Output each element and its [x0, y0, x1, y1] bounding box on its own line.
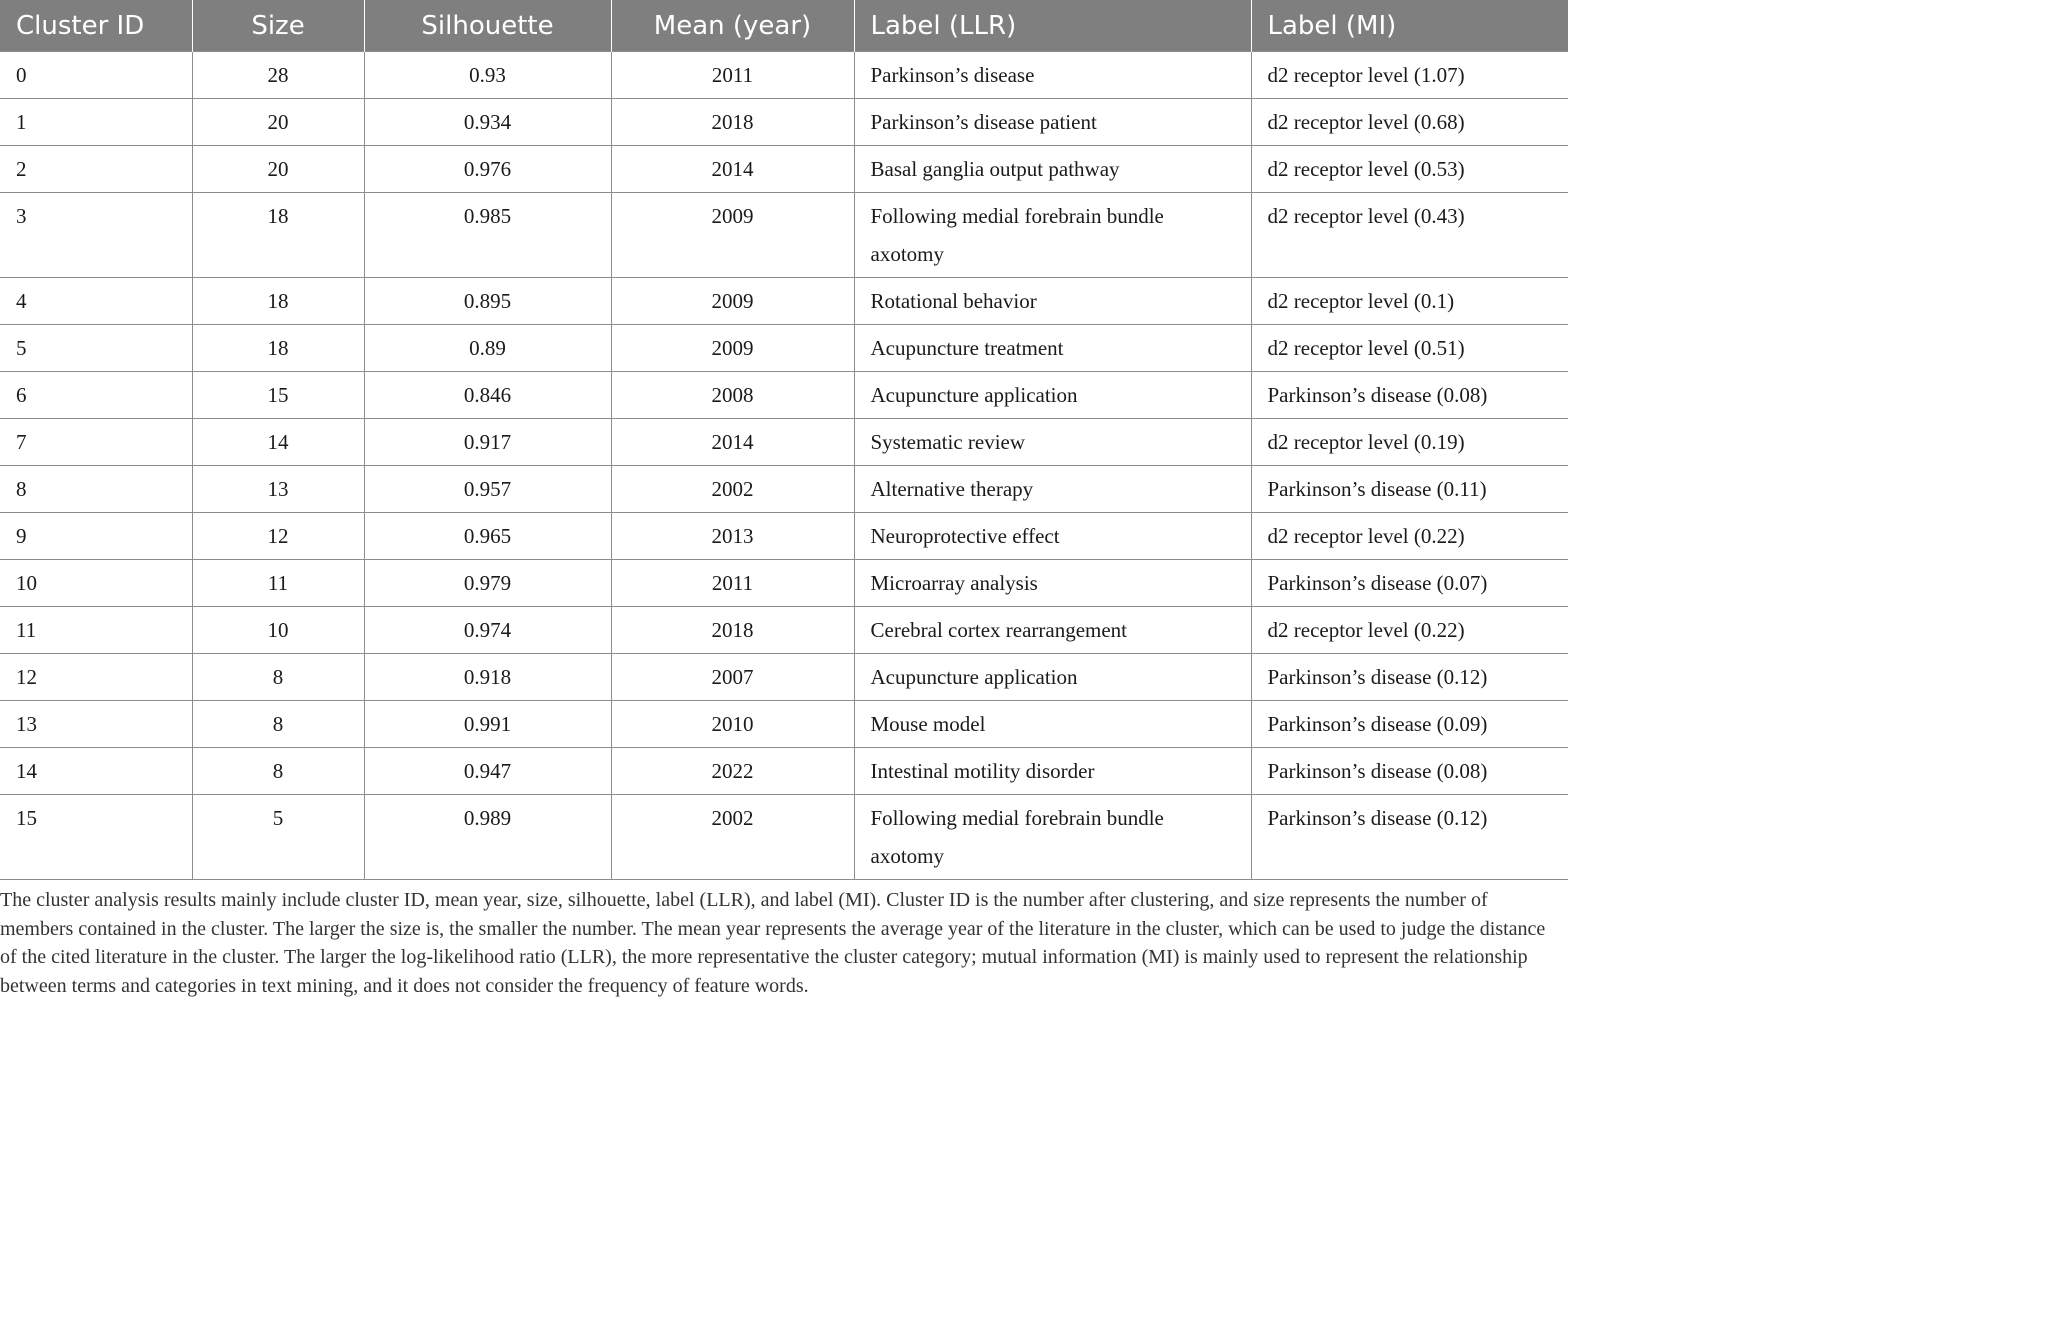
table-row	[0, 607, 1568, 654]
table-row	[0, 146, 1568, 193]
cell-size: 8	[192, 701, 364, 748]
cell-label-mi: d2 receptor level (0.22)	[1251, 607, 1568, 654]
cell-label-llr: Following medial forebrain bundle axotomy	[854, 193, 1251, 278]
table-row	[0, 466, 1568, 513]
cell-silhouette: 0.985	[364, 193, 611, 278]
cell-label-mi: Parkinson’s disease (0.12)	[1251, 795, 1568, 880]
cell-size: 8	[192, 748, 364, 795]
table-row	[0, 701, 1568, 748]
cell-mean-year: 2013	[611, 513, 854, 560]
table-row	[0, 193, 1568, 278]
cell-label-mi: d2 receptor level (0.22)	[1251, 513, 1568, 560]
cell-size: 14	[192, 419, 364, 466]
cell-label-mi: d2 receptor level (0.1)	[1251, 278, 1568, 325]
cell-label-llr: Systematic review	[854, 419, 1251, 466]
cell-mean-year: 2011	[611, 560, 854, 607]
cell-cluster-id: 10	[0, 560, 192, 607]
cell-silhouette: 0.934	[364, 99, 611, 146]
cell-cluster-id: 9	[0, 513, 192, 560]
cell-mean-year: 2014	[611, 419, 854, 466]
cell-silhouette: 0.918	[364, 654, 611, 701]
cell-label-llr: Alternative therapy	[854, 466, 1251, 513]
header-label-mi: Label (MI)	[1251, 0, 1568, 52]
table-row	[0, 654, 1568, 701]
cell-label-mi: Parkinson’s disease (0.12)	[1251, 654, 1568, 701]
cell-size: 13	[192, 466, 364, 513]
cell-label-mi: d2 receptor level (0.43)	[1251, 193, 1568, 278]
cell-label-llr: Cerebral cortex rearrangement	[854, 607, 1251, 654]
cell-silhouette: 0.895	[364, 278, 611, 325]
header-row	[0, 0, 1568, 52]
cell-silhouette: 0.846	[364, 372, 611, 419]
table-row	[0, 560, 1568, 607]
cell-label-llr: Acupuncture application	[854, 654, 1251, 701]
cell-mean-year: 2010	[611, 701, 854, 748]
cell-silhouette: 0.957	[364, 466, 611, 513]
cell-size: 18	[192, 193, 364, 278]
table-footnote: The cluster analysis results mainly include cluster ID, mean year, size, silhouette, label (LLR), and label (MI). Cluster ID is the number after clustering, and size represents the number of members contained in the cluster. The larger the size is, the smaller the number. The mean year represents the average year of the literature in the cluster, which can be used to judge the distance of the cited literature in the cluster. The larger the log-likelihood ratio (LLR), the more representative the cluster category; mutual information (MI) is mainly used to represent the relationship between terms and categories in text mining, and it does not consider the frequency of feature words.	[0, 889, 1546, 997]
cell-label-mi: d2 receptor level (0.68)	[1251, 99, 1568, 146]
cell-silhouette: 0.89	[364, 325, 611, 372]
cell-label-llr: Following medial forebrain bundle axotomy	[854, 795, 1251, 880]
cell-cluster-id: 15	[0, 795, 192, 880]
cell-label-mi: Parkinson’s disease (0.09)	[1251, 701, 1568, 748]
table-row	[0, 372, 1568, 419]
cell-mean-year: 2007	[611, 654, 854, 701]
table-row	[0, 419, 1568, 466]
cell-size: 5	[192, 795, 364, 880]
cell-label-mi: d2 receptor level (0.53)	[1251, 146, 1568, 193]
table-header	[0, 0, 1568, 52]
table-row	[0, 795, 1568, 880]
cell-label-mi: Parkinson’s disease (0.08)	[1251, 372, 1568, 419]
cell-label-llr: Rotational behavior	[854, 278, 1251, 325]
header-mean-year: Mean (year)	[611, 0, 854, 52]
table-row	[0, 99, 1568, 146]
cell-label-mi: d2 receptor level (0.51)	[1251, 325, 1568, 372]
cell-silhouette: 0.947	[364, 748, 611, 795]
cell-cluster-id: 1	[0, 99, 192, 146]
cell-size: 20	[192, 146, 364, 193]
cell-label-mi: d2 receptor level (0.19)	[1251, 419, 1568, 466]
cell-label-mi: Parkinson’s disease (0.07)	[1251, 560, 1568, 607]
cell-label-mi: Parkinson’s disease (0.08)	[1251, 748, 1568, 795]
cell-silhouette: 0.991	[364, 701, 611, 748]
cell-label-llr: Microarray analysis	[854, 560, 1251, 607]
cell-mean-year: 2018	[611, 99, 854, 146]
cell-mean-year: 2008	[611, 372, 854, 419]
cell-silhouette: 0.917	[364, 419, 611, 466]
cell-size: 11	[192, 560, 364, 607]
cell-label-llr: Acupuncture treatment	[854, 325, 1251, 372]
cell-cluster-id: 0	[0, 52, 192, 99]
cell-cluster-id: 11	[0, 607, 192, 654]
cell-label-llr: Basal ganglia output pathway	[854, 146, 1251, 193]
cell-label-mi: Parkinson’s disease (0.11)	[1251, 466, 1568, 513]
cell-size: 18	[192, 325, 364, 372]
table-row	[0, 325, 1568, 372]
cell-label-mi: d2 receptor level (1.07)	[1251, 52, 1568, 99]
cell-size: 8	[192, 654, 364, 701]
table-body	[0, 52, 1568, 880]
cell-cluster-id: 7	[0, 419, 192, 466]
cell-mean-year: 2014	[611, 146, 854, 193]
cell-label-llr: Neuroprotective effect	[854, 513, 1251, 560]
cell-silhouette: 0.989	[364, 795, 611, 880]
cell-mean-year: 2009	[611, 278, 854, 325]
cell-size: 28	[192, 52, 364, 99]
cell-cluster-id: 12	[0, 654, 192, 701]
cell-silhouette: 0.93	[364, 52, 611, 99]
cell-size: 15	[192, 372, 364, 419]
cell-cluster-id: 14	[0, 748, 192, 795]
cell-cluster-id: 5	[0, 325, 192, 372]
table-row	[0, 278, 1568, 325]
header-label-llr: Label (LLR)	[854, 0, 1251, 52]
cell-mean-year: 2022	[611, 748, 854, 795]
cell-mean-year: 2018	[611, 607, 854, 654]
cell-size: 10	[192, 607, 364, 654]
cell-cluster-id: 2	[0, 146, 192, 193]
table-row	[0, 513, 1568, 560]
cell-size: 20	[192, 99, 364, 146]
cell-silhouette: 0.974	[364, 607, 611, 654]
cell-size: 18	[192, 278, 364, 325]
cell-mean-year: 2002	[611, 466, 854, 513]
header-size: Size	[192, 0, 364, 52]
cell-silhouette: 0.976	[364, 146, 611, 193]
cell-silhouette: 0.965	[364, 513, 611, 560]
cell-size: 12	[192, 513, 364, 560]
cell-cluster-id: 3	[0, 193, 192, 278]
cell-cluster-id: 4	[0, 278, 192, 325]
cell-mean-year: 2009	[611, 193, 854, 278]
cell-label-llr: Acupuncture application	[854, 372, 1251, 419]
table-row	[0, 748, 1568, 795]
cell-label-llr: Mouse model	[854, 701, 1251, 748]
cell-cluster-id: 13	[0, 701, 192, 748]
cell-cluster-id: 6	[0, 372, 192, 419]
cell-cluster-id: 8	[0, 466, 192, 513]
cell-mean-year: 2002	[611, 795, 854, 880]
table-row	[0, 52, 1568, 99]
cell-label-llr: Parkinson’s disease	[854, 52, 1251, 99]
cell-silhouette: 0.979	[364, 560, 611, 607]
cell-label-llr: Intestinal motility disorder	[854, 748, 1251, 795]
header-silhouette: Silhouette	[364, 0, 611, 52]
header-cluster-id: Cluster ID	[0, 0, 192, 52]
cell-mean-year: 2011	[611, 52, 854, 99]
cell-mean-year: 2009	[611, 325, 854, 372]
cell-label-llr: Parkinson’s disease patient	[854, 99, 1251, 146]
